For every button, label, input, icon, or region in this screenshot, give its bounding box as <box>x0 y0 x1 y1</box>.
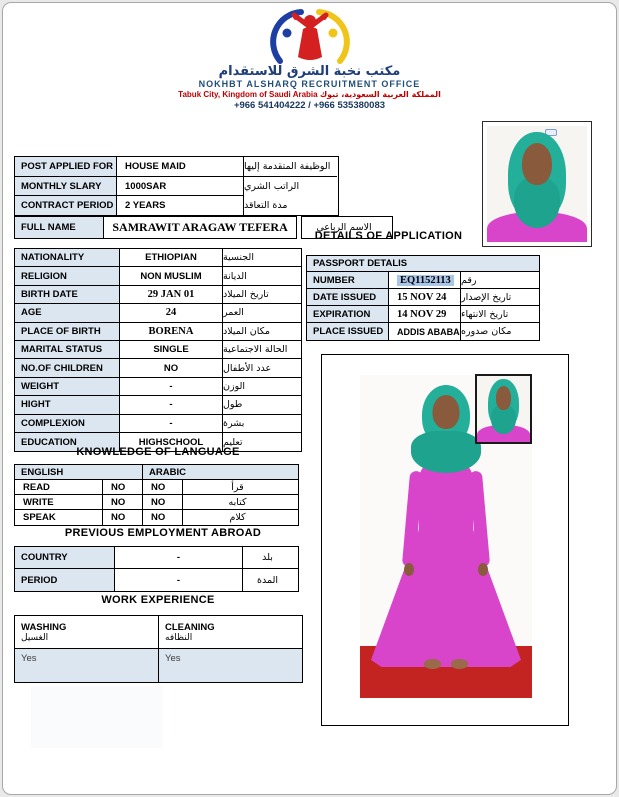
skill-label-arabic: قرأ <box>183 480 298 495</box>
field-value: 29 JAN 01 <box>120 286 223 304</box>
field-label: CONTRACT PERIOD <box>15 196 117 215</box>
table-row <box>15 480 298 495</box>
work-value: Yes <box>15 649 159 682</box>
field-value: ETHIOPIAN <box>120 249 223 267</box>
table-row <box>15 341 301 359</box>
skill-label: WRITE <box>15 495 103 510</box>
full-name-label-arabic: الاسم الرباعي <box>302 217 392 238</box>
table-row <box>15 547 298 569</box>
table-row <box>15 396 301 414</box>
language-table <box>14 464 299 526</box>
field-label-arabic: بلد <box>243 547 298 569</box>
passport-details-table <box>306 255 540 341</box>
field-label-arabic: طول <box>223 396 301 414</box>
field-label: PLACE OF BIRTH <box>15 323 120 341</box>
empty-area <box>31 686 163 748</box>
header <box>3 9 616 113</box>
field-label: MONTHLY SLARY <box>15 177 117 196</box>
field-value: - <box>120 396 223 414</box>
field-label: AGE <box>15 304 120 322</box>
table-row <box>15 378 301 396</box>
column-header-english: ENGLISH <box>15 465 143 480</box>
table-row <box>15 177 338 196</box>
field-label-arabic: المدة <box>243 569 298 591</box>
field-value: - <box>115 547 243 569</box>
full-body-photo-frame <box>321 354 569 726</box>
table-row <box>307 289 539 306</box>
table-row <box>15 249 301 267</box>
field-label: EDUCATION <box>15 433 120 451</box>
table-row <box>15 304 301 322</box>
field-label-arabic: الجنسية <box>223 249 301 267</box>
post-applied-table <box>14 156 339 216</box>
field-label-arabic: مكان الميلاد <box>223 323 301 341</box>
employment-abroad-table <box>14 546 299 592</box>
field-label-arabic: تاريخ الإصدار <box>461 289 539 306</box>
field-label: PERIOD <box>15 569 115 591</box>
field-label: RELIGION <box>15 267 120 285</box>
field-value: BORENA <box>120 323 223 341</box>
id-photo-frame <box>482 121 592 247</box>
field-label-arabic: تعليم <box>223 433 301 451</box>
highlighted-value: EQ1152113 <box>397 275 454 286</box>
field-label: WEIGHT <box>15 378 120 396</box>
table-row <box>15 359 301 377</box>
field-label: BIRTH DATE <box>15 286 120 304</box>
arabic-value: NO <box>143 495 183 510</box>
field-label-arabic: بشرة <box>223 415 301 433</box>
applicant-inset-headshot <box>477 376 530 442</box>
knowledge-of-language-title: KNOWLEDGE OF LANGUAGE <box>76 446 240 458</box>
field-label-arabic: الحالة الاجتماعية <box>223 341 301 359</box>
field-label-arabic: رقم <box>461 272 539 289</box>
field-label: COMPLEXION <box>15 415 120 433</box>
field-label: HIGHT <box>15 396 120 414</box>
skill-label-arabic: كلام <box>183 510 298 525</box>
field-label: COUNTRY <box>15 547 115 569</box>
table-row <box>307 306 539 323</box>
field-value: - <box>120 415 223 433</box>
work-experience-title: WORK EXPERIENCE <box>101 594 215 606</box>
field-label: NATIONALITY <box>15 249 120 267</box>
recruitment-office-logo-icon <box>249 9 371 65</box>
work-column-header: WASHING الغسيل <box>15 616 159 649</box>
full-name-label: FULL NAME <box>15 217 104 238</box>
application-form-page <box>2 2 617 795</box>
previous-employment-title: PREVIOUS EMPLOYMENT ABROAD <box>64 527 262 539</box>
field-value: SINGLE <box>120 341 223 359</box>
field-label: NO.OF CHILDREN <box>15 359 120 377</box>
table-row <box>15 510 298 525</box>
field-value: - <box>120 378 223 396</box>
arabic-value: NO <box>143 480 183 495</box>
field-label-arabic: الوظيفة المتقدمة إليها <box>244 157 337 177</box>
skill-label: READ <box>15 480 103 495</box>
table-row <box>307 323 539 340</box>
passport-table-title: PASSPORT DETALIS <box>307 256 539 272</box>
field-value: 1000SAR <box>117 177 244 196</box>
table-row <box>15 569 298 591</box>
full-name-value: SAMRAWIT ARAGAW TEFERA <box>104 217 296 238</box>
table-row <box>15 267 301 285</box>
field-label-arabic: العمر <box>223 304 301 322</box>
table-row <box>15 157 338 177</box>
org-phone-numbers: +966 541404222 / +966 535380083 <box>233 100 386 112</box>
work-column-header: CLEANING النظافه <box>159 616 302 649</box>
field-label: MARITAL STATUS <box>15 341 120 359</box>
arabic-value: NO <box>143 510 183 525</box>
field-label-arabic: مدة التعاقد <box>244 196 337 215</box>
field-value: - <box>115 569 243 591</box>
field-label-arabic: تاريخ الميلاد <box>223 286 301 304</box>
field-label: POST APPLIED FOR <box>15 157 117 177</box>
field-label-arabic: عدد الأطفال <box>223 359 301 377</box>
personal-details-table <box>14 248 302 452</box>
skill-label-arabic: كتابه <box>183 495 298 510</box>
field-value: NO <box>120 359 223 377</box>
table-row <box>15 196 338 215</box>
work-experience-table <box>14 615 303 683</box>
field-label-arabic: تاريخ الانتهاء <box>461 306 539 323</box>
applicant-id-photo <box>487 126 587 242</box>
field-label: EXPIRATION <box>307 306 389 323</box>
field-value: NON MUSLIM <box>120 267 223 285</box>
table-row <box>15 286 301 304</box>
field-label: DATE ISSUED <box>307 289 389 306</box>
table-row <box>15 415 301 433</box>
english-value: NO <box>103 480 143 495</box>
field-value: ADDIS ABABA <box>389 323 461 340</box>
field-label-arabic: الراتب الشري <box>244 177 337 196</box>
english-value: NO <box>103 510 143 525</box>
org-location: Tabuk City, Kingdom of Saudi Arabia المملكة العربية السعودية، تبوك <box>178 89 441 99</box>
table-row <box>15 495 298 510</box>
field-value: HOUSE MAID <box>117 157 244 177</box>
details-of-application-title: DETAILS OF APPLICATION <box>314 230 463 242</box>
skill-label: SPEAK <box>15 510 103 525</box>
inset-headshot-frame <box>475 374 532 444</box>
field-label: PLACE ISSUED <box>307 323 389 340</box>
table-row <box>15 323 301 341</box>
full-name-row <box>14 216 297 239</box>
work-value: Yes <box>159 649 302 682</box>
field-label-arabic: الديانة <box>223 267 301 285</box>
field-label: NUMBER <box>307 272 389 289</box>
field-value: 15 NOV 24 <box>389 289 461 306</box>
org-name-english: NOKHBT ALSHARQ RECRUITMENT OFFICE <box>198 78 421 89</box>
table-row <box>307 272 539 289</box>
field-value: HIGHSCHOOL <box>120 433 223 451</box>
column-header-arabic: ARABIC <box>143 465 298 480</box>
passport-number-value <box>389 272 461 289</box>
field-label-arabic: مكان صدوره <box>461 323 539 340</box>
english-value: NO <box>103 495 143 510</box>
field-value: 14 NOV 29 <box>389 306 461 323</box>
field-value: 2 YEARS <box>117 196 244 215</box>
org-name-arabic: مكتب نخبة الشرق للاستقدام <box>218 64 401 79</box>
field-value: 24 <box>120 304 223 322</box>
field-label-arabic: الوزن <box>223 378 301 396</box>
